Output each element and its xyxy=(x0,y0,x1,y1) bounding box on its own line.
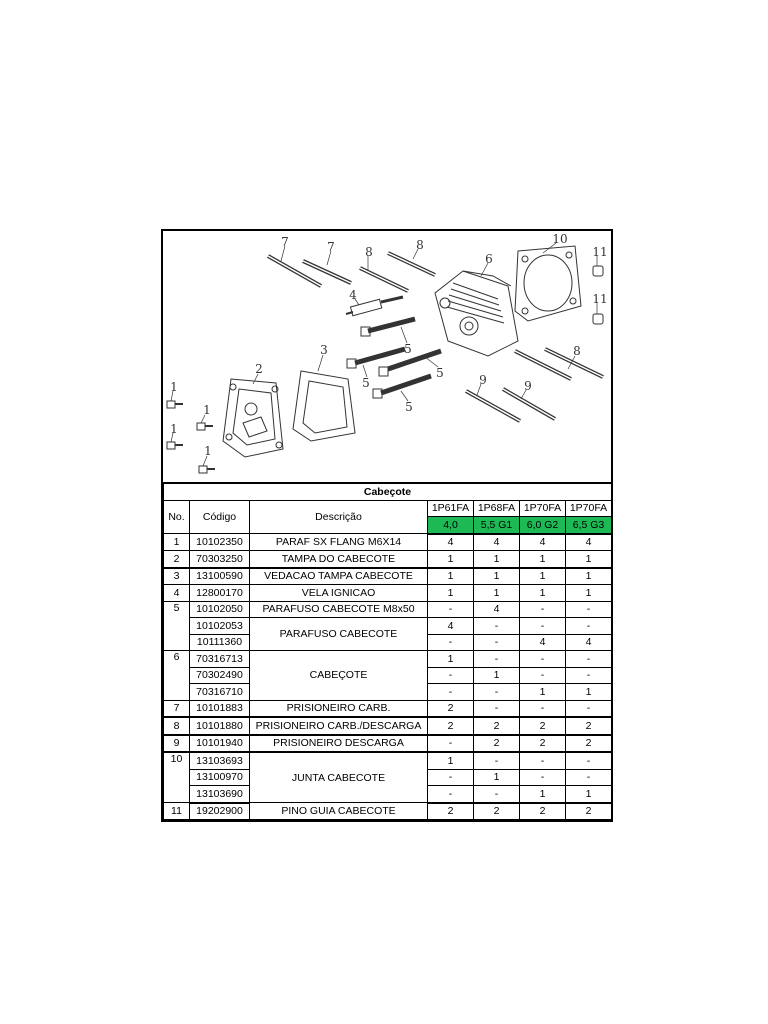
exploded-view-diagram xyxy=(163,231,611,483)
table-row xyxy=(164,735,612,753)
cell-qty: - xyxy=(566,651,612,668)
cell-qty: - xyxy=(474,786,520,803)
cell-qty: 4 xyxy=(520,534,566,551)
cell-code: 10102050 xyxy=(190,601,250,618)
header-power: 6,0 G2 xyxy=(520,517,566,534)
cylinder-head xyxy=(435,271,518,356)
cell-code: 13100590 xyxy=(190,568,250,585)
screw-b xyxy=(197,423,213,430)
diagram-label: 5 xyxy=(362,376,370,390)
diagram-label: 8 xyxy=(416,238,424,252)
cell-qty: 4 xyxy=(474,601,520,618)
cell-no: 11 xyxy=(164,803,190,820)
parts-table xyxy=(163,483,612,820)
diagram-label: 1 xyxy=(204,444,212,458)
table-row xyxy=(164,700,612,717)
stud-7a xyxy=(268,256,321,286)
header-model: 1P61FA xyxy=(428,500,474,517)
cell-code: 13103693 xyxy=(190,752,250,769)
cell-qty: 2 xyxy=(474,803,520,820)
header-code: Código xyxy=(190,500,250,534)
cell-qty: - xyxy=(428,667,474,684)
cell-qty: 4 xyxy=(474,534,520,551)
cell-description: PARAF SX FLANG M6X14 xyxy=(250,534,428,551)
cell-code: 19202900 xyxy=(190,803,250,820)
cell-code: 70316713 xyxy=(190,651,250,668)
cell-qty: - xyxy=(428,601,474,618)
cell-qty: 2 xyxy=(520,735,566,753)
cell-qty: 1 xyxy=(566,585,612,602)
cell-code: 10111360 xyxy=(190,634,250,651)
cell-qty: 1 xyxy=(566,568,612,585)
table-row xyxy=(164,752,612,769)
diagram-label: 11 xyxy=(592,292,608,306)
cell-description: VEDACAO TAMPA CABECOTE xyxy=(250,568,428,585)
diagram-label: 4 xyxy=(349,288,357,302)
cell-description: PARAFUSO CABECOTE M8x50 xyxy=(250,601,428,618)
cell-qty: 1 xyxy=(428,752,474,769)
cell-qty: - xyxy=(520,618,566,635)
header-description: Descrição xyxy=(250,500,428,534)
cell-code: 10102350 xyxy=(190,534,250,551)
cell-no: 7 xyxy=(164,700,190,717)
cell-qty: - xyxy=(566,700,612,717)
cell-qty: 1 xyxy=(520,684,566,701)
cell-qty: 4 xyxy=(428,534,474,551)
cell-qty: - xyxy=(520,700,566,717)
diagram-label: 11 xyxy=(592,245,608,259)
table-row xyxy=(164,717,612,735)
cell-qty: - xyxy=(566,601,612,618)
cell-qty: 2 xyxy=(474,735,520,753)
cell-qty: 1 xyxy=(520,568,566,585)
diagram-label: 9 xyxy=(479,373,487,387)
header-power: 6,5 G3 xyxy=(566,517,612,534)
header-model: 1P68FA xyxy=(474,500,520,517)
cell-qty: - xyxy=(474,634,520,651)
cell-qty: 2 xyxy=(566,803,612,820)
cell-description: PARAFUSO CABECOTE xyxy=(250,618,428,651)
cell-qty: 2 xyxy=(428,717,474,735)
stud-8c xyxy=(515,351,571,379)
diagram-label: 1 xyxy=(203,403,211,417)
parts-sheet xyxy=(161,229,613,822)
cell-qty: 1 xyxy=(428,568,474,585)
cell-qty: - xyxy=(428,769,474,786)
cell-no: 3 xyxy=(164,568,190,585)
cell-qty: - xyxy=(428,684,474,701)
cell-code: 70303250 xyxy=(190,551,250,568)
head-bolt-a xyxy=(361,319,415,336)
cell-qty: 2 xyxy=(520,803,566,820)
diagram-label: 10 xyxy=(552,232,568,246)
head-gasket xyxy=(515,246,581,321)
cell-qty: 1 xyxy=(474,667,520,684)
cell-description: VELA IGNICAO xyxy=(250,585,428,602)
cell-qty: 1 xyxy=(520,786,566,803)
cell-description: PINO GUIA CABECOTE xyxy=(250,803,428,820)
cell-no: 1 xyxy=(164,534,190,551)
cell-code: 10101880 xyxy=(190,717,250,735)
cell-qty: - xyxy=(520,752,566,769)
cell-description: PRISIONEIRO CARB. xyxy=(250,700,428,717)
diagram-label: 2 xyxy=(255,362,263,376)
cell-qty: 4 xyxy=(566,634,612,651)
cell-qty: - xyxy=(520,601,566,618)
cell-qty: - xyxy=(520,651,566,668)
diagram-label: 5 xyxy=(436,366,444,380)
diagram-label: 1 xyxy=(170,422,178,436)
cell-description: JUNTA CABECOTE xyxy=(250,752,428,803)
stud-8a xyxy=(360,268,408,291)
diagram-label: 8 xyxy=(573,344,581,358)
cell-qty: 2 xyxy=(566,717,612,735)
cell-qty: - xyxy=(474,651,520,668)
cell-code: 13103690 xyxy=(190,786,250,803)
screw-a xyxy=(167,401,183,408)
cell-qty: - xyxy=(474,752,520,769)
cell-qty: 2 xyxy=(428,803,474,820)
diagram-label: 6 xyxy=(485,252,493,266)
header-model: 1P70FA xyxy=(520,500,566,517)
diagram-label: 1 xyxy=(170,380,178,394)
cell-qty: 4 xyxy=(520,634,566,651)
diagram-label: 8 xyxy=(365,245,373,259)
cell-qty: 4 xyxy=(428,618,474,635)
cell-qty: - xyxy=(566,769,612,786)
dowel-pin-a xyxy=(593,266,603,276)
cell-qty: 1 xyxy=(520,585,566,602)
diagram-label: 7 xyxy=(327,240,335,254)
cell-qty: 4 xyxy=(566,534,612,551)
cell-qty: 1 xyxy=(566,684,612,701)
cell-code: 70316710 xyxy=(190,684,250,701)
cell-description: PRISIONEIRO CARB./DESCARGA xyxy=(250,717,428,735)
cell-qty: 1 xyxy=(428,585,474,602)
cell-description: CABEÇOTE xyxy=(250,651,428,701)
head-bolt-d xyxy=(373,376,431,398)
diagram-label: 9 xyxy=(524,379,532,393)
diagram-label: 5 xyxy=(404,342,412,356)
header-power: 4,0 xyxy=(428,517,474,534)
cell-code: 10102053 xyxy=(190,618,250,635)
cell-qty: 1 xyxy=(428,551,474,568)
cell-qty: 2 xyxy=(520,717,566,735)
cell-qty: 1 xyxy=(428,651,474,668)
cell-qty: - xyxy=(428,634,474,651)
cell-qty: - xyxy=(566,752,612,769)
cell-qty: - xyxy=(520,667,566,684)
cell-no: 9 xyxy=(164,735,190,753)
cell-code: 10101940 xyxy=(190,735,250,753)
cell-no: 4 xyxy=(164,585,190,602)
cell-qty: - xyxy=(474,684,520,701)
diagram-label: 3 xyxy=(320,343,328,357)
table-row xyxy=(164,651,612,668)
dowel-pin-b xyxy=(593,314,603,324)
header-power: 5,5 G1 xyxy=(474,517,520,534)
cell-qty: 1 xyxy=(566,786,612,803)
cell-qty: 1 xyxy=(474,551,520,568)
table-row xyxy=(164,585,612,602)
diagram-label: 5 xyxy=(405,400,413,414)
cell-no: 10 xyxy=(164,752,190,803)
diagram-label: 7 xyxy=(281,235,289,249)
cell-qty: - xyxy=(566,618,612,635)
cell-qty: 1 xyxy=(566,551,612,568)
cell-qty: - xyxy=(474,618,520,635)
cell-description: PRISIONEIRO DESCARGA xyxy=(250,735,428,753)
header-no: No. xyxy=(164,500,190,534)
cell-no: 2 xyxy=(164,551,190,568)
table-row xyxy=(164,551,612,568)
cell-description: TAMPA DO CABECOTE xyxy=(250,551,428,568)
section-title: Cabeçote xyxy=(164,484,612,501)
cell-qty: 1 xyxy=(474,568,520,585)
screw-c xyxy=(167,442,183,449)
header-model: 1P70FA xyxy=(566,500,612,517)
cell-no: 6 xyxy=(164,651,190,701)
cell-qty: 1 xyxy=(474,769,520,786)
cell-qty: - xyxy=(520,769,566,786)
valve-cover-gasket xyxy=(293,371,355,441)
cell-qty: - xyxy=(428,786,474,803)
cell-code: 70302490 xyxy=(190,667,250,684)
cell-code: 10101883 xyxy=(190,700,250,717)
table-row xyxy=(164,601,612,618)
cell-code: 13100970 xyxy=(190,769,250,786)
stud-8b xyxy=(388,253,435,275)
cell-qty: 2 xyxy=(428,700,474,717)
cell-qty: 1 xyxy=(474,585,520,602)
screw-d xyxy=(199,466,215,473)
cell-qty: 2 xyxy=(474,717,520,735)
cell-qty: 1 xyxy=(520,551,566,568)
cell-qty: - xyxy=(428,735,474,753)
cell-qty: - xyxy=(474,700,520,717)
cell-code: 12800170 xyxy=(190,585,250,602)
table-row xyxy=(164,803,612,820)
cell-qty: 2 xyxy=(566,735,612,753)
table-row xyxy=(164,568,612,585)
table-row xyxy=(164,534,612,551)
cell-qty: - xyxy=(566,667,612,684)
table-row xyxy=(164,618,612,635)
cell-no: 8 xyxy=(164,717,190,735)
valve-cover xyxy=(223,379,283,457)
cell-no: 5 xyxy=(164,601,190,651)
